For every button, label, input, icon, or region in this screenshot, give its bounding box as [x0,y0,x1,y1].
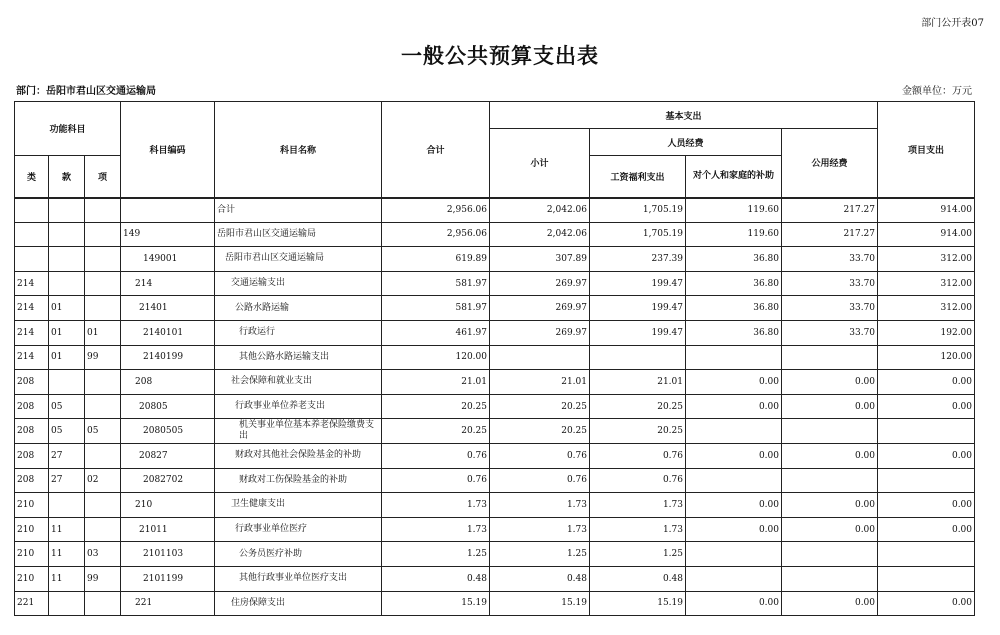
cell-subsidy: 119.60 [686,198,782,223]
cell-subsidy: 0.00 [686,591,782,616]
table-row [15,468,975,493]
cell-code: 2101199 [121,566,215,591]
cell-lei: 210 [15,493,49,518]
cell-total: 120.00 [382,345,490,370]
header-subtotal: 小计 [490,129,590,198]
cell-project: 0.00 [878,443,975,468]
cell-name: 岳阳市君山区交通运输局 [215,247,382,272]
form-number: 部门公开表07 [921,18,984,29]
cell-subtotal [490,345,590,370]
table-row [15,271,975,296]
cell-project: 312.00 [878,271,975,296]
cell-project: 192.00 [878,320,975,345]
cell-total: 2,956.06 [382,198,490,223]
cell-project: 0.00 [878,493,975,518]
cell-code: 214 [121,271,215,296]
cell-xiang: 01 [85,320,121,345]
cell-code: 149001 [121,247,215,272]
cell-lei: 208 [15,468,49,493]
cell-subsidy [686,542,782,567]
cell-kuan: 01 [49,345,85,370]
header-lei: 类 [15,156,49,198]
cell-subsidy: 0.00 [686,493,782,518]
cell-project: 0.00 [878,517,975,542]
cell-total: 619.89 [382,247,490,272]
cell-subsidy: 0.00 [686,517,782,542]
cell-project: 914.00 [878,198,975,223]
cell-kuan [49,222,85,247]
cell-kuan [49,493,85,518]
table-row [15,394,975,419]
cell-subsidy: 0.00 [686,443,782,468]
cell-kuan [49,591,85,616]
cell-kuan: 11 [49,566,85,591]
table-row [15,296,975,321]
cell-kuan: 27 [49,468,85,493]
table-row [15,517,975,542]
cell-public: 217.27 [782,198,878,223]
cell-salary: 0.48 [590,566,686,591]
cell-name: 财政对工伤保险基金的补助 [215,468,382,493]
cell-xiang: 03 [85,542,121,567]
cell-subtotal: 20.25 [490,394,590,419]
header-basic: 基本支出 [490,102,878,129]
cell-name: 财政对其他社会保险基金的补助 [215,443,382,468]
cell-lei: 210 [15,566,49,591]
table-row [15,320,975,345]
cell-salary: 1.25 [590,542,686,567]
table-row [15,443,975,468]
cell-project: 0.00 [878,394,975,419]
cell-code: 2080505 [121,419,215,444]
cell-subsidy: 0.00 [686,370,782,395]
table-row [15,493,975,518]
cell-project [878,542,975,567]
cell-lei: 208 [15,419,49,444]
cell-lei [15,198,49,223]
cell-salary: 1,705.19 [590,222,686,247]
cell-total: 0.76 [382,443,490,468]
cell-subsidy: 36.80 [686,296,782,321]
table-row [15,198,975,223]
cell-subtotal: 1.25 [490,542,590,567]
cell-salary: 199.47 [590,320,686,345]
cell-kuan: 05 [49,419,85,444]
cell-code: 2101103 [121,542,215,567]
cell-lei: 214 [15,271,49,296]
header-total: 合计 [382,102,490,198]
table-row [15,419,975,444]
cell-subtotal: 0.76 [490,468,590,493]
cell-salary: 237.39 [590,247,686,272]
cell-kuan [49,271,85,296]
cell-subtotal: 15.19 [490,591,590,616]
cell-subsidy: 119.60 [686,222,782,247]
cell-xiang [85,443,121,468]
header-salary: 工资福利支出 [590,156,686,198]
cell-name: 机关事业单位基本养老保险缴费支出 [215,419,382,444]
cell-xiang: 99 [85,566,121,591]
cell-name: 行政事业单位医疗 [215,517,382,542]
cell-name: 其他公路水路运输支出 [215,345,382,370]
cell-subtotal: 1.73 [490,517,590,542]
cell-public: 0.00 [782,443,878,468]
cell-total: 0.76 [382,468,490,493]
cell-code: 210 [121,493,215,518]
header-public: 公用经费 [782,129,878,198]
cell-subtotal: 2,042.06 [490,198,590,223]
cell-public [782,419,878,444]
cell-xiang: 05 [85,419,121,444]
cell-code: 20805 [121,394,215,419]
cell-code: 208 [121,370,215,395]
cell-total: 461.97 [382,320,490,345]
cell-public [782,345,878,370]
cell-public: 0.00 [782,517,878,542]
cell-public: 33.70 [782,320,878,345]
cell-xiang [85,296,121,321]
cell-kuan: 11 [49,517,85,542]
cell-salary: 20.25 [590,419,686,444]
cell-public: 0.00 [782,591,878,616]
cell-kuan: 05 [49,394,85,419]
cell-project [878,468,975,493]
cell-total: 1.25 [382,542,490,567]
cell-subtotal: 2,042.06 [490,222,590,247]
cell-code: 2140199 [121,345,215,370]
cell-code: 2140101 [121,320,215,345]
header-xiang: 项 [85,156,121,198]
expenditure-table [14,101,975,616]
cell-salary: 1.73 [590,517,686,542]
cell-subsidy: 36.80 [686,247,782,272]
cell-code [121,198,215,223]
cell-xiang [85,198,121,223]
cell-name: 行政运行 [215,320,382,345]
cell-kuan: 11 [49,542,85,567]
cell-salary: 199.47 [590,296,686,321]
page-title: 一般公共预算支出表 [401,44,599,68]
cell-lei: 208 [15,443,49,468]
header-project: 项目支出 [878,102,975,198]
cell-name: 卫生健康支出 [215,493,382,518]
department-label: 部门：岳阳市君山区交通运输局 [16,86,156,97]
header-kuan: 款 [49,156,85,198]
unit-label: 金额单位：万元 [902,86,972,97]
cell-kuan: 01 [49,320,85,345]
header-subsidy: 对个人和家庭的补助 [686,156,782,198]
table-row [15,222,975,247]
cell-subsidy: 0.00 [686,394,782,419]
cell-salary: 1.73 [590,493,686,518]
cell-project: 0.00 [878,591,975,616]
cell-subsidy: 36.80 [686,320,782,345]
cell-name: 社会保障和就业支出 [215,370,382,395]
cell-xiang [85,247,121,272]
cell-kuan [49,198,85,223]
cell-public: 0.00 [782,394,878,419]
cell-xiang [85,493,121,518]
cell-lei: 208 [15,370,49,395]
cell-subsidy [686,566,782,591]
cell-public: 33.70 [782,247,878,272]
header-name: 科目名称 [215,102,382,198]
cell-xiang [85,394,121,419]
table-row [15,247,975,272]
cell-lei: 221 [15,591,49,616]
cell-code: 21401 [121,296,215,321]
cell-name: 其他行政事业单位医疗支出 [215,566,382,591]
cell-lei [15,222,49,247]
cell-project [878,419,975,444]
table-row [15,370,975,395]
cell-xiang: 99 [85,345,121,370]
cell-lei: 214 [15,296,49,321]
cell-salary [590,345,686,370]
cell-lei: 210 [15,517,49,542]
header-code: 科目编码 [121,102,215,198]
cell-subtotal: 1.73 [490,493,590,518]
cell-project: 312.00 [878,247,975,272]
cell-public: 33.70 [782,296,878,321]
cell-code: 20827 [121,443,215,468]
cell-name: 公务员医疗补助 [215,542,382,567]
cell-xiang: 02 [85,468,121,493]
cell-salary: 0.76 [590,443,686,468]
cell-project [878,566,975,591]
cell-total: 20.25 [382,419,490,444]
cell-xiang [85,591,121,616]
cell-code: 2082702 [121,468,215,493]
cell-lei: 214 [15,345,49,370]
cell-subsidy: 36.80 [686,271,782,296]
cell-salary: 0.76 [590,468,686,493]
cell-xiang [85,222,121,247]
cell-subtotal: 269.97 [490,271,590,296]
cell-salary: 15.19 [590,591,686,616]
cell-total: 1.73 [382,517,490,542]
cell-subsidy [686,419,782,444]
cell-code: 221 [121,591,215,616]
cell-lei: 208 [15,394,49,419]
cell-total: 0.48 [382,566,490,591]
cell-subsidy [686,345,782,370]
cell-name: 公路水路运输 [215,296,382,321]
cell-xiang [85,271,121,296]
cell-code: 21011 [121,517,215,542]
cell-project: 312.00 [878,296,975,321]
table-row [15,345,975,370]
cell-public: 0.00 [782,493,878,518]
cell-project: 120.00 [878,345,975,370]
cell-lei: 210 [15,542,49,567]
cell-subtotal: 269.97 [490,296,590,321]
cell-subsidy [686,468,782,493]
cell-total: 1.73 [382,493,490,518]
cell-salary: 21.01 [590,370,686,395]
table-row [15,591,975,616]
header-func-subject: 功能科目 [15,102,121,156]
cell-project: 0.00 [878,370,975,395]
cell-total: 581.97 [382,271,490,296]
cell-subtotal: 307.89 [490,247,590,272]
cell-salary: 20.25 [590,394,686,419]
cell-public: 217.27 [782,222,878,247]
cell-lei: 214 [15,320,49,345]
cell-kuan: 01 [49,296,85,321]
cell-public: 33.70 [782,271,878,296]
cell-subtotal: 0.48 [490,566,590,591]
cell-kuan: 27 [49,443,85,468]
cell-kuan [49,370,85,395]
cell-total: 15.19 [382,591,490,616]
cell-public: 0.00 [782,370,878,395]
cell-salary: 1,705.19 [590,198,686,223]
header-personnel: 人员经费 [590,129,782,156]
cell-salary: 199.47 [590,271,686,296]
cell-name: 住房保障支出 [215,591,382,616]
cell-name: 岳阳市君山区交通运输局 [215,222,382,247]
cell-code: 149 [121,222,215,247]
cell-name: 交通运输支出 [215,271,382,296]
table-row [15,542,975,567]
cell-total: 2,956.06 [382,222,490,247]
table-row [15,566,975,591]
cell-public [782,542,878,567]
cell-total: 20.25 [382,394,490,419]
cell-public [782,468,878,493]
cell-lei [15,247,49,272]
cell-xiang [85,370,121,395]
cell-subtotal: 269.97 [490,320,590,345]
cell-subtotal: 20.25 [490,419,590,444]
cell-kuan [49,247,85,272]
cell-name: 行政事业单位养老支出 [215,394,382,419]
cell-project: 914.00 [878,222,975,247]
cell-subtotal: 21.01 [490,370,590,395]
cell-public [782,566,878,591]
cell-total: 581.97 [382,296,490,321]
cell-xiang [85,517,121,542]
cell-subtotal: 0.76 [490,443,590,468]
cell-name: 合计 [215,198,382,223]
cell-total: 21.01 [382,370,490,395]
